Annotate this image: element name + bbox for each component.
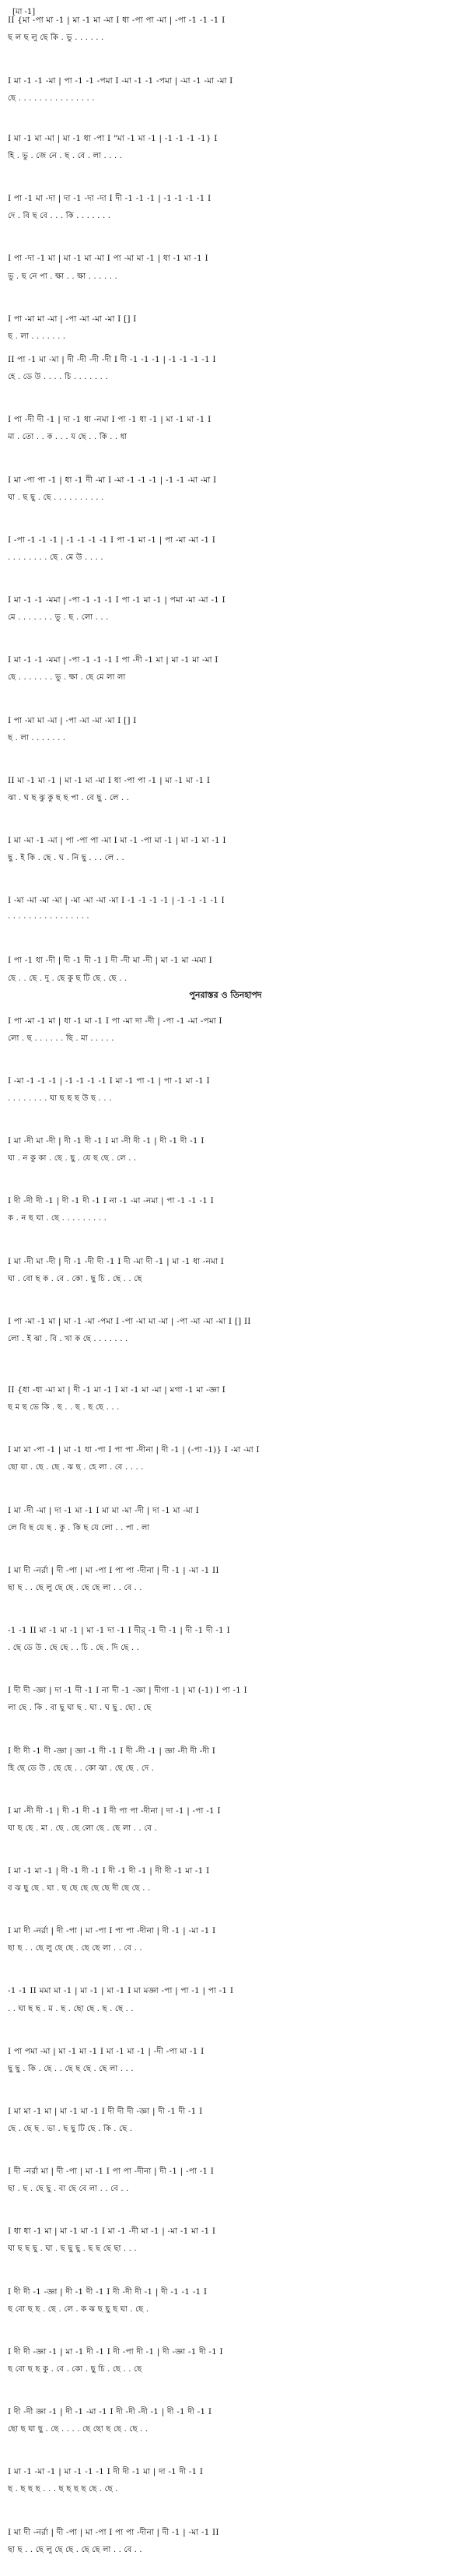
swara-line: I মা -1 -1 -মা | পা -1 -1 -পমা I -মা -1 -1 -পমা | -মা -1 -মা -মা I: [8, 76, 233, 86]
swara-line: I মা -দী -মা | দা -1 মা -1 I মা মা -মা -দী | দা -1 মা -মা I: [8, 1506, 199, 1515]
swara-line: I মা -1 মা -1 | দী -1 দী -1 I দী -1 দী -1 | দী দী -1 মা -1 I: [8, 1866, 210, 1876]
swara-line: I দী -দী দী -1 | দী -1 দী -1 I না -1 -মা -নমা | পা -1 -1 -1 I: [8, 1196, 215, 1206]
lyric-line: ছু . ই কি . ছে . ঘ . নি ছু . . . লে . .: [8, 854, 124, 862]
swara-line: I -মা -1 -1 -1 | -1 -1 -1 -1 I মা -1 পা -1 | পা -1 মা -1 I: [8, 1076, 210, 1086]
swara-line: I দী দী -1 দী -জ্ঞা | জ্ঞা -1 দী -1 I দী -দী -1 | জ্ঞা -দী দী -দী I: [8, 1746, 216, 1756]
swara-line: I দী দী -জ্ঞা | দা -1 দী -1 I না দী -1 -জ্ঞা | দীগা -1 | মা (-1) I পা -1 I: [8, 1686, 247, 1695]
lyric-line: লা ছে . কি . বা ছু ঘা ছ . ঘা . ঘ ছু . ছো . ছে: [8, 1704, 152, 1712]
swara-line: I দী -দী জ্ঞা -1 | দী -1 -মা -1 I দী -দী -দী -1 | দী -1 দী -1 I: [8, 2407, 212, 2416]
swara-line: I পা -মা মা -মা | -পা -মা -মা -মা I [] I: [8, 314, 137, 324]
swara-line: II পা -1 মা -মা | দী -দী -দী -দী I দী -1 -1 -1 | -1 -1 -1 -1 I: [8, 355, 216, 364]
lyric-line: ছ ল ছ লু ছে কি . ভু . . . . . .: [8, 33, 104, 42]
swara-line: I মা -দী দী -1 | দী -1 দী -1 I দী পা পা -দীনা | দা -1 | -পা -1 I: [8, 1806, 221, 1816]
lyric-line: ছ ম ছ ভে কি . ছ . . ছ . ছ ছে . . .: [8, 1403, 120, 1412]
lyric-line: হে . ডে উ . . . . চি . . . . . . .: [8, 373, 108, 381]
swara-line: I মা মা -1 মা | মা -1 মা -1 I দী দী দী -জ্ঞা | দী -1 দী -1 I: [8, 2107, 203, 2116]
swara-line: I -পা -1 -1 -1 | -1 -1 -1 -1 I পা -1 মা -1 | পা -মা -মা -1 I: [8, 535, 216, 545]
swara-line: I দী দী -জ্ঞা -1 | মা -1 দী -1 I দী -পা দী -1 | দী -জ্ঞা -1 দী -1 I: [8, 2347, 223, 2357]
lyric-line: হি ছে ডে উ . ছে ছে . . কো ঝা . ছে ছে . দে .: [8, 1764, 155, 1773]
lyric-line: ছু ছু . কি . ছে . . ছে ছ ছে . ছে লা . . .: [8, 2065, 134, 2073]
swara-line: I পা -মা মা -মা | -পা -মা -মা -মা I [] I: [8, 716, 137, 725]
swara-line: II {ধা -ধা -মা মা | দী -1 মা -1 I মা -1 মা -মা | মগা -1 মা -জ্ঞা I: [8, 1385, 226, 1395]
lyric-line: ছো য়া . ছে . ছে . ঝ ছ . হে লা . বে . . . .: [8, 1463, 144, 1472]
swara-line: I দী -নর্রা মা | দী -পা | মা -1 I পা পা -দীনা | দী -1 | -পা -1 I: [8, 2167, 215, 2176]
swara-line: I মা -1 -মা -1 | মা -1 -1 -1 I দী দী -1 মা | দা -1 দী -1 I: [8, 2467, 204, 2476]
lyric-line: ঘা . বো ছ ক . বে . কো . ছু চি . ছে . . ছে: [8, 1275, 142, 1283]
swara-line: II মা -1 মা -1 | মা -1 মা -মা I ধা -পা পা -1 | মা -1 মা -1 I: [8, 776, 211, 785]
lyric-line: ছ . লা . . . . . . .: [8, 734, 66, 742]
swara-line: I মা -পা পা -1 | ধা -1 দী -মা I -মা -1 -1 -1 | -1 -1 -মা -মা I: [8, 476, 217, 485]
lyric-line: ছা . ছ . ছে ছু . বা ছে বে লা . . বে . .: [8, 2185, 129, 2193]
lyric-line: ছা ছ . . ছে লু ছে ছে . ছে ছে লা . . বে . .: [8, 2546, 142, 2554]
swara-line: I দী দী -1 -জ্ঞা | দী -1 দী -1 I দী -দী দী -1 | দী -1 -1 -1 I: [8, 2287, 208, 2297]
swara-line: I পা -1 মা -দা | দা -1 -দা -দা I দী -1 -1 -1 | -1 -1 -1 -1 I: [8, 194, 212, 203]
lyric-line: লো . ই ঝা . বি . খা ক ছে . . . . . . .: [8, 1335, 128, 1343]
lyric-line: . . ঘা ছ ছ . ম . ছ . ছো ছে . ছ . ছে . .: [8, 2005, 134, 2013]
section-title: পুনরাস্তর ও তিনহাপদ: [189, 990, 262, 1000]
swara-line: I মা দী -নর্রা | দী -পা | মা -পা I পা পা -দীনা | দী -1 | -মা -1 II: [8, 2528, 219, 2537]
lyric-line: ভু . ছ নে পা . ক্ষা . . ক্ষা . . . . . .: [8, 272, 117, 281]
swara-line: I ধা ধা -1 মা | মা -1 মা -1 I মা -1 -দী মা -1 | -মা -1 মা -1 I: [8, 2227, 216, 2236]
lyric-line: মে . . . . . . . ভু . ছ . লো . . .: [8, 613, 109, 622]
lyric-line: ছ বো ছ ছ কু . বে . কো . ছু চি . ছে . . ছে: [8, 2365, 142, 2374]
swara-line: I মা -দী মা -দী | দী -1 দী -1 I মা -দী দী -1 | দী -1 দী -1 I: [8, 1136, 205, 1146]
lyric-line: . . . . . . . . ঘা ছ ছ ছ উ ছ . . .: [8, 1094, 112, 1103]
lyric-line: ঘা ছ ছ ছু . ঘা . ছ ছু ছু . ছ ছ ছে ছা . . .: [8, 2244, 137, 2253]
lyric-line: ঘা ছ ছে . মা . ছে . ছে লো ছে . ছে লা . . বে .: [8, 1824, 157, 1833]
swara-line: I পা -দী দী -1 | দা -1 ধা -নমা I পা -1 ধা -1 | মা -1 মা -1 I: [8, 415, 212, 424]
swara-line: -1 -1 II মা -1 মা -1 | মা -1 দা -1 I দীর্ -1 দী -1 | দী -1 দী -1 I: [8, 1626, 230, 1635]
swara-line: I -মা -মা -মা -মা | -মা -মা -মা -মা I -1 -1 -1 -1 | -1 -1 -1 -1 I: [8, 896, 225, 905]
lyric-line: লো . ছ . . . . . . ছি . মা . . . . .: [8, 1034, 114, 1043]
swara-line: I মা -দী মা -দী | দী -1 -দী দী -1 I দী -মা দী -1 | মা -1 ধা -নমা I: [8, 1257, 225, 1266]
opening-bracket-label: [মা -1]: [12, 8, 36, 16]
lyric-line: ছা ছ . . ছে লু ছে ছে . ছে ছে লা . . বে . .: [8, 1944, 142, 1953]
lyric-line: ছো ছ ঘা ছু . ছে . . . . ছে ছো ছ ছে . ছে . .: [8, 2425, 149, 2434]
swara-line: I মা মা -পা -1 | মা -1 ধা -পা I পা পা -দীনা | দী -1 | (-পা -1)} I -মা -মা I: [8, 1445, 260, 1455]
lyric-line: ছে . . . . . . . . . . . . . . .: [8, 94, 95, 103]
lyric-line: ছ . ছ ছ ছ . . . ছ ছ ছ ছ ছে . ছে .: [8, 2485, 118, 2494]
lyric-line: লে বি ছ যে ছ . কু . কি ছ যে লো . . পা . লা: [8, 1524, 150, 1532]
swara-line: I মা -1 -1 -মমা | -পা -1 -1 -1 I পা -দী -1 মা | মা -1 মা -মা I: [8, 655, 219, 665]
lyric-line: ঘা . ন কু কা . ছে . ছু . যে ছ ছে . লে . .: [8, 1154, 137, 1163]
swara-line: -1 -1 II মমা মা -1 | মা -1 | মা -1 I মা মজ্ঞা -পা | পা -1 | পা -1 I: [8, 1986, 234, 1995]
lyric-line: দে . বি ছ বে . . . কি . . . . . . .: [8, 212, 111, 220]
lyric-line: . . . . . . . . ছে . মে উ . . . .: [8, 553, 103, 562]
lyric-line: ছ বো ছ ছ . ছে . লে . ক ঝ ছ ছু ছ ঘা . ছে .: [8, 2305, 149, 2314]
swara-line: I পা পমা -মা | মা -1 মা -1 I মা -1 মা -1 | -দী -পা মা -1 I: [8, 2047, 205, 2056]
lyric-line: ক . ন ছ ঘা . ছে . . . . . . . . .: [8, 1214, 107, 1223]
lyric-line: ঘা . ছ ছু . ছে . . . . . . . . . .: [8, 493, 104, 502]
swara-line: I পা -1 ধা -দী | দী -1 দী -1 I দী -দী মা -দী | মা -1 মা -মমা I: [8, 956, 212, 965]
swara-line: I পা -মা -1 মা | মা -1 -মা -পমা I -পা -মা মা -মা | -পা -মা -মা -মা I [] II: [8, 1317, 251, 1326]
swara-line: I মা -1 -1 -মমা | -পা -1 -1 -1 I পা -1 মা -1 | পমা -মা -মা -1 I: [8, 595, 226, 605]
swara-line: I মা দী -নর্রা | দী -পা | মা -পা I পা পা -দীনা | দী -1 | -মা -1 I: [8, 1926, 216, 1936]
swara-line: I মা -1 মা -মা | মা -1 ধা -পা I "মা -1 মা -1 | -1 -1 -1 -1} I: [8, 134, 218, 143]
lyric-line: হি . ভু . জে নে . ছ . বে . লা . . . .: [8, 152, 123, 160]
swara-line: II {মা -পা মা -1 | মা -1 মা -মা I ধা -পা পা -মা | -পা -1 -1 -1 I: [8, 16, 226, 25]
lyric-line: . ছে ডে উ . ছে ছে . . চি . ছে . দি ছে . .: [8, 1644, 140, 1652]
lyric-line: . . . . . . . . . . . . . . . .: [8, 912, 89, 921]
lyric-line: ছে . . . . . . . ভু . ক্ষা . ছে মে লা লা: [8, 673, 126, 682]
lyric-line: ছ . লা . . . . . . .: [8, 332, 66, 341]
swara-line: I মা -মা -1 -মা | পা -পা পা -মা I মা -1 -পা মা -1 | মা -1 মা -1 I: [8, 836, 226, 845]
swara-line: I পা -দা -1 মা | মা -1 মা -মা I পা -মা মা -1 | ধা -1 মা -1 I: [8, 254, 208, 263]
lyric-line: মা . তো . . ক . . . য ছে . . কি . . ধা: [8, 433, 128, 441]
swara-line: I মা দী -নর্রা | দী -পা | মা -পা I পা পা -দীনা | দী -1 | -মা -1 II: [8, 1566, 219, 1575]
swara-line: I পা -মা -1 মা | ধা -1 মা -1 I পা -মা দা -দী | -পা -1 -মা -পমা I: [8, 1016, 222, 1026]
lyric-line: ছে . . ছে . দু . ছে কু ছ টি ছে . ছে . .: [8, 974, 128, 983]
lyric-line: ছে . ছে ছ . ভা . ছ ছু টি ছে . কি . ছে .: [8, 2125, 133, 2133]
lyric-line: ব ঝ ছু ছে . ঘা . ছ ছে ছে ছে ছে দী ছে ছে . .: [8, 1884, 151, 1893]
lyric-line: ঝা . ঘ ছ ঝু কু ছ ছ পা . বে ছু . লে . .: [8, 794, 130, 802]
lyric-line: ছা ছ . . ছে লু ছে ছে . ছে ছে লা . . বে . .: [8, 1584, 142, 1592]
